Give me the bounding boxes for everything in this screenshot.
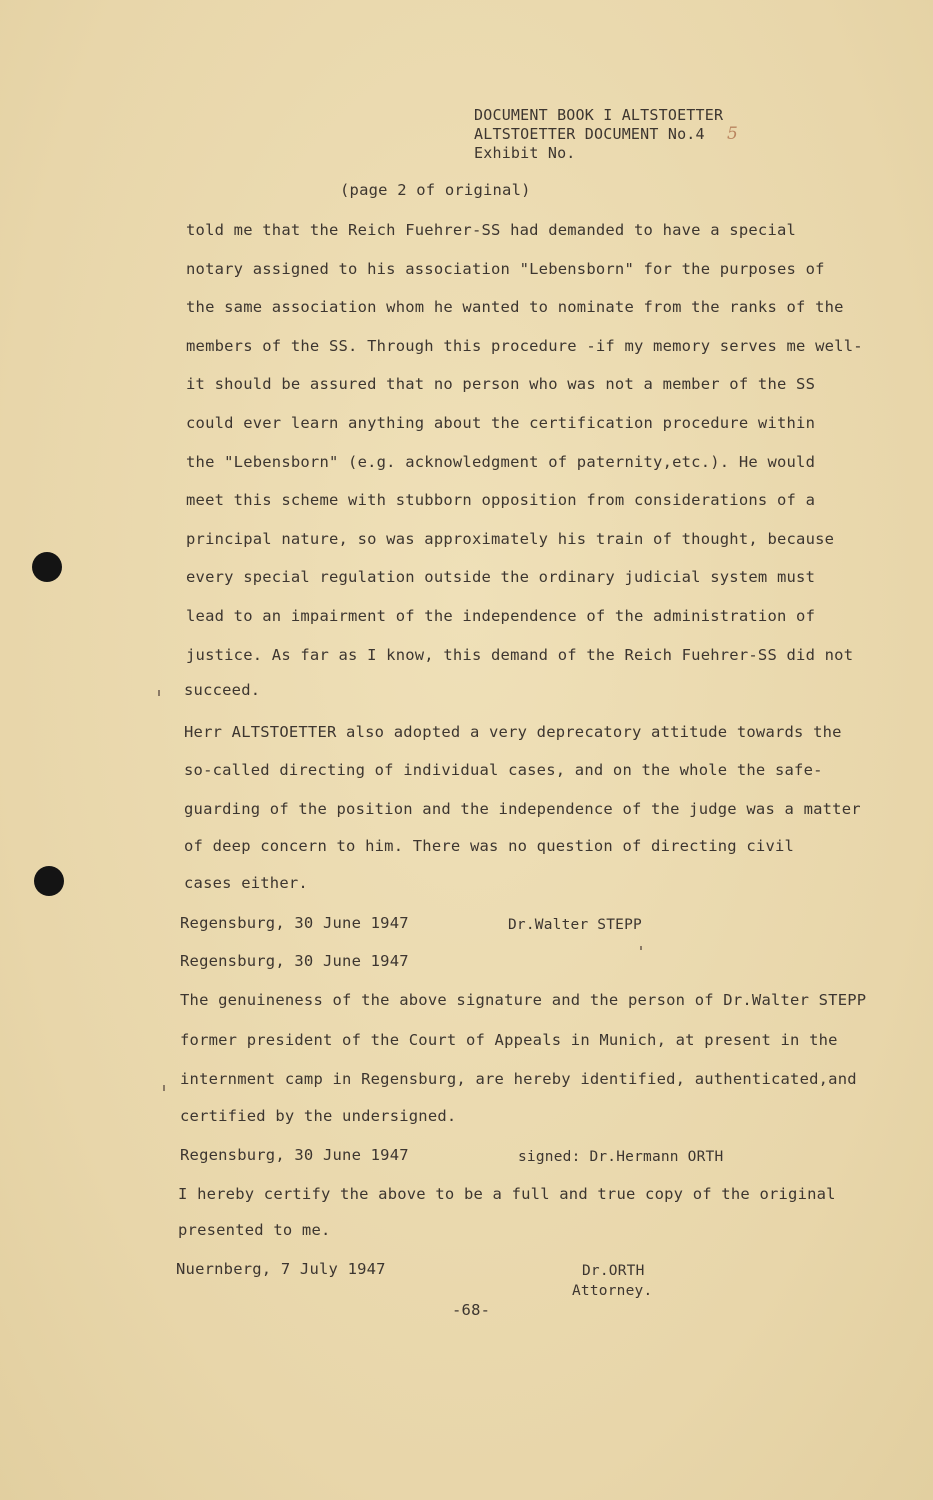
body-line: it should be assured that no person who was not a member of the SS [186, 375, 816, 393]
header-document-number: ALTSTOETTER DOCUMENT No.4 [474, 125, 705, 143]
signature-2-place-date: Regensburg, 30 June 1947 [180, 1146, 409, 1164]
body-line: succeed. [184, 681, 261, 699]
footer-name: Dr.ORTH [582, 1263, 645, 1279]
footer-title: Attorney. [572, 1283, 653, 1299]
body-line: meet this scheme with stubborn opposition from considerations of a [186, 491, 816, 509]
signature-2-signed: signed: Dr.Hermann ORTH [518, 1149, 724, 1165]
certification-line: internment camp in Regensburg, are hereby identified, authenticated,and [180, 1070, 857, 1088]
body-line: notary assigned to his association "Lebensborn" for the purposes of [186, 260, 825, 278]
certification-line: The genuineness of the above signature and the person of Dr.Walter STEPP [180, 991, 867, 1009]
body-line: of deep concern to him. There was no question of directing civil [184, 837, 795, 855]
body-line: could ever learn anything about the certification procedure within [186, 414, 816, 432]
body-line: so-called directing of individual cases, and on the whole the safe- [184, 761, 823, 779]
body-line: principal nature, so was approximately his train of thought, because [186, 530, 835, 548]
body-line: members of the SS. Through this procedure -if my memory serves me well- [186, 337, 863, 355]
paper-speck [640, 946, 642, 950]
page-number: -68- [452, 1301, 491, 1319]
signature-name: Dr.Walter STEPP [508, 917, 642, 933]
paper-speck [163, 1085, 165, 1091]
page-note: (page 2 of original) [340, 181, 531, 199]
header-book-line: DOCUMENT BOOK I ALTSTOETTER [474, 106, 724, 124]
copy-certification-line: I hereby certify the above to be a full and true copy of the original [178, 1185, 836, 1203]
footer-place-date: Nuernberg, 7 July 1947 [176, 1260, 386, 1278]
copy-certification-line: presented to me. [178, 1221, 331, 1239]
certification-line: former president of the Court of Appeals in Munich, at present in the [180, 1031, 838, 1049]
signature-place-date-2: Regensburg, 30 June 1947 [180, 952, 409, 970]
body-line: the "Lebensborn" (e.g. acknowledgment of paternity,etc.). He would [186, 453, 816, 471]
header-exhibit: Exhibit No. [474, 144, 576, 162]
handwritten-document-number: 5 [727, 124, 738, 144]
body-line: lead to an impairment of the independence of the administration of [186, 607, 816, 625]
binder-hole-top [32, 552, 62, 582]
paper-speck [158, 690, 160, 696]
body-line: guarding of the position and the independence of the judge was a matter [184, 800, 861, 818]
body-line: Herr ALTSTOETTER also adopted a very deprecatory attitude towards the [184, 723, 842, 741]
signature-place-date: Regensburg, 30 June 1947 [180, 914, 409, 932]
body-line: cases either. [184, 874, 308, 892]
body-line: the same association whom he wanted to nominate from the ranks of the [186, 298, 844, 316]
certification-line: certified by the undersigned. [180, 1107, 457, 1125]
body-line: every special regulation outside the ordinary judicial system must [186, 568, 816, 586]
binder-hole-bottom [34, 866, 64, 896]
body-line: told me that the Reich Fuehrer-SS had demanded to have a special [186, 221, 797, 239]
body-line: justice. As far as I know, this demand of the Reich Fuehrer-SS did not [186, 646, 854, 664]
